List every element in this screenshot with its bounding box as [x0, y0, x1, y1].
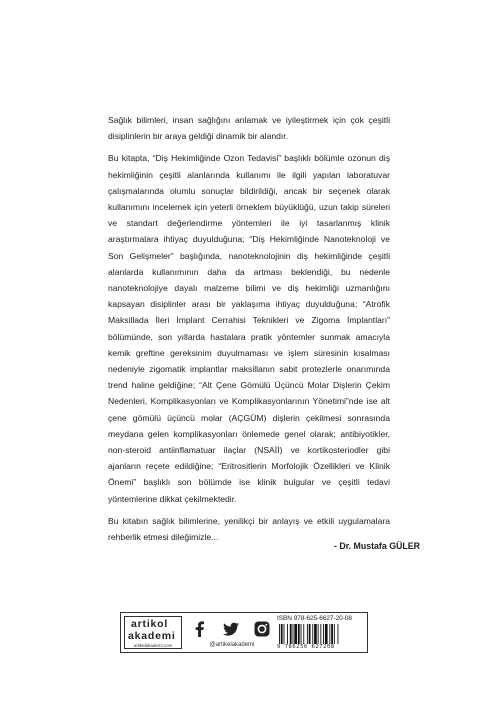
- preface-text: [108, 112, 390, 551]
- isbn-label: ISBN 978-625-6627-20-08: [277, 615, 352, 622]
- barcode-bar: [290, 624, 292, 644]
- barcode-bar: [329, 624, 330, 644]
- author-signature: - Dr. Mustafa GÜLER: [333, 541, 420, 551]
- barcode-bar: [279, 624, 280, 644]
- barcode-bar: [303, 624, 304, 644]
- twitter-icon[interactable]: [222, 620, 240, 638]
- barcode-bar: [298, 624, 300, 644]
- barcode-bar: [287, 624, 288, 644]
- barcode-bar: [294, 624, 297, 644]
- barcode-bar: [323, 624, 324, 644]
- back-cover-footer: [120, 612, 368, 653]
- social-icons: [191, 620, 271, 638]
- barcode-bar: [334, 624, 335, 644]
- barcode-bar: [325, 624, 328, 644]
- barcode-bar: [281, 624, 283, 644]
- publisher-logo: [124, 616, 182, 649]
- barcode: [277, 624, 365, 644]
- barcode-bar: [320, 624, 321, 644]
- instagram-icon[interactable]: [253, 620, 271, 638]
- barcode-bar: [301, 624, 302, 644]
- publisher-name-line1: artikol: [131, 618, 169, 630]
- publisher-website: artikelakademi.com: [133, 643, 173, 648]
- barcode-bar: [284, 624, 285, 644]
- barcode-bar: [314, 624, 317, 644]
- barcode-bar: [338, 624, 339, 644]
- paragraph-intro: Sağlık bilimleri, insan sağlığını anlamak ve iyileştirmek için çok çeşitli disiplinlerin bir araya geldiği dinamik bir alandır.: [108, 115, 390, 142]
- barcode-bar: [293, 624, 294, 644]
- barcode-bar: [331, 624, 333, 644]
- barcode-bar: [309, 624, 311, 644]
- social-handle: @artikelakademi: [209, 642, 255, 648]
- barcode-bar: [312, 624, 313, 644]
- barcode-bar: [307, 624, 308, 644]
- barcode-number: 9 786256 627208: [277, 644, 335, 650]
- facebook-icon[interactable]: [191, 620, 209, 638]
- barcode-bar: [318, 624, 319, 644]
- paragraph-closing: Bu kitabın sağlık bilimlerine, yenilikçi bir anlayış ve etkili uygulamalara rehberlik etmesi dileğimizle...: [108, 515, 390, 543]
- paragraph-chapters: Bu kitapta, “Diş Hekimliğinde Ozon Tedavisi” başlıklı bölümle ozonun diş hekimliğinin çeşitli alanlarında kullanımı ile ilgili yapılan laboratuvar çalışmalarında olumlu sonuçlar bildirildiği, ancak bir seçenek olarak kullanımını incelemek için yeterli örneklem büyüklüğü, uzun takip süreleri ve standart değerlendirme yöntemleri ile iyi tasarlanmış klinik araştırmalara ihtiyaç duyulduğuna; “Diş Hekimliğinde Nanoteknoloji ve Son Gelişmeler” başlığında, nanoteknolojinin diş hekimliğinde çeşitli alanlarda kullanımının daha da artması beklendiği, bu nedenle nanoteknolojiye dayalı malzeme bilimi ve diş hekimliği uzmanlığını kapsayan disiplinler arası bir yaklaşıma ihtiyaç duyulduğuna; “Atrofik Maksillada İleri İmplant Cerrahisi Teknikleri ve Zigoma İmplantları” bölümünde, son yıllarda hastalara pratik yöntemler sunmak amacıyla kemik greftine gereksinim duyulmaması ve işlem süresinin kısalması nedeniyle zigomatik implantlar maksillanın sabit protezlerle onarımında trend haline geldiğine; “Alt Çene Gömülü Üçüncü Molar Dişlerin Çekim Nedenleri, Komplikasyonları ve Komplikasyonlarının Yönetimi”nde ise alt çene gömülü üçüncü molar (AÇGÜM) dişlerin çekilmesi sonrasında meydana gelen komplikasyonları önlemede genel olarak; antibiyotikler, non-steroid antiinflamatuar ilaçlar (NSAİİ) ve kortikosteriodler gibi ajanların reçete edildiğine; “Eritrositlerin Morfolojik Özellikleri ve Klinik Önemi” başlıklı son bölümde ise klinik bulgular ve çeşitli tedavi yöntemlerine dikkat çekilmektedir.: [108, 153, 390, 504]
- publisher-name-line2: akademi: [128, 630, 176, 642]
